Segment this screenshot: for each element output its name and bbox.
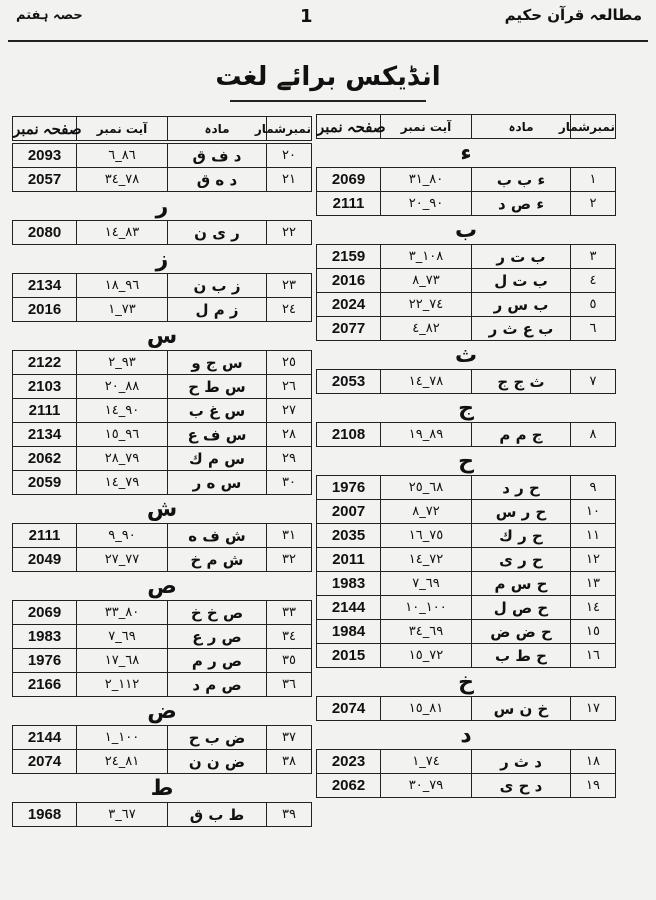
header-rule xyxy=(8,40,648,42)
entry-page: 1983 xyxy=(317,572,381,596)
entry-number: ٣٢ xyxy=(267,548,312,572)
entry-ayat: ٧٢_٨ xyxy=(381,500,472,524)
entry-page: 2134 xyxy=(13,423,77,447)
entry-ayat: ١١٢_٢ xyxy=(77,673,168,697)
index-column-right xyxy=(316,114,616,800)
entry-madda: ش م خ xyxy=(168,548,267,572)
index-table xyxy=(12,143,312,192)
entry-madda: ض ن ن xyxy=(168,750,267,774)
index-table xyxy=(316,244,616,341)
entry-number: ٣٨ xyxy=(267,750,312,774)
entry-ayat: ٨٣_١٤ xyxy=(77,221,168,245)
entry-ayat: ٧٤_٢٢ xyxy=(381,293,472,317)
entry-number: ٣٠ xyxy=(267,471,312,495)
table-row xyxy=(13,601,312,625)
letter-heading: ض xyxy=(147,699,177,724)
entry-number: ٨ xyxy=(571,423,616,447)
entry-number: ١٥ xyxy=(571,620,616,644)
entry-page: 2074 xyxy=(13,750,77,774)
letter-heading: ح xyxy=(458,449,474,474)
entry-madda: ص م د xyxy=(168,673,267,697)
entry-ayat: ٧٢_١٤ xyxy=(381,548,472,572)
entry-page: 2062 xyxy=(13,447,77,471)
entry-madda: ح ض ض xyxy=(472,620,571,644)
entry-madda: ح ر ى xyxy=(472,548,571,572)
entry-ayat: ٧٩_٢٨ xyxy=(77,447,168,471)
entry-page: 2103 xyxy=(13,375,77,399)
entry-madda: ء ب ب xyxy=(472,168,571,192)
entry-number: ١٤ xyxy=(571,596,616,620)
page-title: انڈیکس برائے لغت xyxy=(215,62,441,92)
entry-page: 2144 xyxy=(317,596,381,620)
entry-madda: ب ع ث ر xyxy=(472,317,571,341)
entry-page: 1976 xyxy=(13,649,77,673)
entry-page: 2035 xyxy=(317,524,381,548)
entry-page: 2016 xyxy=(317,269,381,293)
index-table xyxy=(316,422,616,447)
entry-page: 2166 xyxy=(13,673,77,697)
entry-page: 2074 xyxy=(317,697,381,721)
table-row xyxy=(13,649,312,673)
entry-number: ٣١ xyxy=(267,524,312,548)
table-row xyxy=(317,423,616,447)
entry-madda: س غ ب xyxy=(168,399,267,423)
table-row xyxy=(13,673,312,697)
entry-page: 2144 xyxy=(13,726,77,750)
index-table-header xyxy=(316,114,616,139)
header-num: نمبرشمار xyxy=(267,117,312,141)
letter-heading: ز xyxy=(155,247,169,272)
entry-madda: ح ر ك xyxy=(472,524,571,548)
entry-madda: س ف ع xyxy=(168,423,267,447)
entry-page: 2069 xyxy=(317,168,381,192)
table-row xyxy=(317,620,616,644)
letter-heading: ش xyxy=(146,497,178,522)
entry-number: ٣٣ xyxy=(267,601,312,625)
table-row xyxy=(13,447,312,471)
entry-number: ١٣ xyxy=(571,572,616,596)
entry-number: ٤ xyxy=(571,269,616,293)
entry-number: ٣٩ xyxy=(267,803,312,827)
entry-madda: ح س م xyxy=(472,572,571,596)
entry-number: ٧ xyxy=(571,370,616,394)
entry-number: ٣ xyxy=(571,245,616,269)
entry-madda: ح ر د xyxy=(472,476,571,500)
entry-ayat: ١٠٠_١ xyxy=(77,726,168,750)
table-row xyxy=(317,168,616,192)
table-row xyxy=(13,625,312,649)
entry-number: ٢٨ xyxy=(267,423,312,447)
index-table xyxy=(316,167,616,216)
table-row xyxy=(13,351,312,375)
letter-heading: خ xyxy=(458,670,474,695)
table-row xyxy=(317,192,616,216)
entry-ayat: ٦٩_٣٤ xyxy=(381,620,472,644)
entry-page: 2080 xyxy=(13,221,77,245)
entry-ayat: ٦٨_٢٥ xyxy=(381,476,472,500)
table-row xyxy=(13,726,312,750)
entry-ayat: ٧٩_٣٠ xyxy=(381,774,472,798)
entry-page: 2049 xyxy=(13,548,77,572)
entry-madda: س ط ح xyxy=(168,375,267,399)
letter-heading: ب xyxy=(454,218,478,243)
header-row xyxy=(13,117,312,141)
table-row xyxy=(317,317,616,341)
letter-heading: ء xyxy=(460,141,472,166)
entry-madda: خ ن س xyxy=(472,697,571,721)
table-row xyxy=(317,596,616,620)
entry-page: 2077 xyxy=(317,317,381,341)
table-row xyxy=(13,375,312,399)
entry-number: ٣٥ xyxy=(267,649,312,673)
letter-heading: ج xyxy=(458,396,474,421)
entry-ayat: ٨١_١٥ xyxy=(381,697,472,721)
entry-madda: ص ر م xyxy=(168,649,267,673)
entry-number: ١٩ xyxy=(571,774,616,798)
entry-page: 2093 xyxy=(13,144,77,168)
index-table xyxy=(12,600,312,697)
table-row xyxy=(13,274,312,298)
index-table xyxy=(12,802,312,827)
entry-page: 2011 xyxy=(317,548,381,572)
entry-number: ٢٩ xyxy=(267,447,312,471)
index-column-left xyxy=(12,116,312,829)
entry-ayat: ٦٨_١٧ xyxy=(77,649,168,673)
table-row xyxy=(317,245,616,269)
entry-madda: ب ت ر xyxy=(472,245,571,269)
entry-ayat: ١٠٠_١٠ xyxy=(381,596,472,620)
table-row xyxy=(317,500,616,524)
entry-ayat: ٩٠_٩ xyxy=(77,524,168,548)
entry-ayat: ٨٢_٤ xyxy=(381,317,472,341)
entry-number: ٢٥ xyxy=(267,351,312,375)
entry-ayat: ٩٠_٢٠ xyxy=(381,192,472,216)
table-row xyxy=(13,221,312,245)
entry-page: 2015 xyxy=(317,644,381,668)
entry-page: 2007 xyxy=(317,500,381,524)
entry-number: ١٢ xyxy=(571,548,616,572)
index-table xyxy=(316,369,616,394)
entry-madda: ح ط ب xyxy=(472,644,571,668)
header-ayat: آیت نمبر xyxy=(77,117,168,141)
section-label: حصہ ہفتم xyxy=(16,8,83,23)
table-row xyxy=(317,524,616,548)
entry-ayat: ٩٠_١٤ xyxy=(77,399,168,423)
entry-page: 2108 xyxy=(317,423,381,447)
table-row xyxy=(13,423,312,447)
entry-number: ٢٣ xyxy=(267,274,312,298)
entry-page: 2111 xyxy=(317,192,381,216)
entry-ayat: ٦٧_٣ xyxy=(77,803,168,827)
entry-ayat: ٦٩_٧ xyxy=(77,625,168,649)
letter-heading: ص xyxy=(147,574,177,599)
table-row xyxy=(317,697,616,721)
entry-number: ٢٢ xyxy=(267,221,312,245)
entry-ayat: ١٠٨_٣ xyxy=(381,245,472,269)
index-table xyxy=(12,350,312,495)
title-underline xyxy=(230,100,426,102)
entry-ayat: ٧٢_١٥ xyxy=(381,644,472,668)
table-row xyxy=(317,572,616,596)
entry-number: ٢٧ xyxy=(267,399,312,423)
entry-number: ١٧ xyxy=(571,697,616,721)
entry-madda: د ح ى xyxy=(472,774,571,798)
entry-number: ٣٤ xyxy=(267,625,312,649)
entry-madda: ص خ خ xyxy=(168,601,267,625)
entry-page: 1976 xyxy=(317,476,381,500)
entry-ayat: ٨٩_١٩ xyxy=(381,423,472,447)
table-row xyxy=(13,750,312,774)
entry-madda: ب س ر xyxy=(472,293,571,317)
entry-page: 2122 xyxy=(13,351,77,375)
entry-number: ٢٤ xyxy=(267,298,312,322)
entry-ayat: ٧٤_١ xyxy=(381,750,472,774)
header-page: صفحہ نمبر xyxy=(317,115,381,139)
entry-ayat: ٧٧_٢٧ xyxy=(77,548,168,572)
entry-madda: د ه ق xyxy=(168,168,267,192)
table-row xyxy=(13,803,312,827)
table-row xyxy=(13,524,312,548)
entry-madda: س ه ر xyxy=(168,471,267,495)
letter-heading: ر xyxy=(155,194,169,219)
table-row xyxy=(13,144,312,168)
entry-page: 2059 xyxy=(13,471,77,495)
table-row xyxy=(317,476,616,500)
table-row xyxy=(317,774,616,798)
table-row xyxy=(13,168,312,192)
entry-page: 2057 xyxy=(13,168,77,192)
entry-number: ٢ xyxy=(571,192,616,216)
entry-madda: ص ر ع xyxy=(168,625,267,649)
entry-ayat: ٧٩_١٤ xyxy=(77,471,168,495)
entry-ayat: ٨١_٢٤ xyxy=(77,750,168,774)
entry-ayat: ٨٨_٢٠ xyxy=(77,375,168,399)
entry-madda: ث ج ج xyxy=(472,370,571,394)
entry-ayat: ٩٦_١٥ xyxy=(77,423,168,447)
header-row xyxy=(317,115,616,139)
index-table-header xyxy=(12,116,312,141)
entry-page: 2024 xyxy=(317,293,381,317)
entry-madda: ط ب ق xyxy=(168,803,267,827)
entry-madda: ح ر س xyxy=(472,500,571,524)
index-table xyxy=(316,696,616,721)
header-num: نمبرشمار xyxy=(571,115,616,139)
entry-ayat: ٧٨_١٤ xyxy=(381,370,472,394)
entry-page: 2111 xyxy=(13,399,77,423)
entry-page: 1968 xyxy=(13,803,77,827)
entry-madda: د ف ق xyxy=(168,144,267,168)
entry-ayat: ٦٩_٧ xyxy=(381,572,472,596)
index-table xyxy=(12,220,312,245)
header-madda: مادہ xyxy=(472,115,571,139)
header-madda: مادہ xyxy=(168,117,267,141)
table-row xyxy=(13,548,312,572)
entry-ayat: ٧٣_٨ xyxy=(381,269,472,293)
entry-page: 2159 xyxy=(317,245,381,269)
entry-madda: د ث ر xyxy=(472,750,571,774)
entry-number: ١١ xyxy=(571,524,616,548)
header-ayat: آیت نمبر xyxy=(381,115,472,139)
entry-madda: ش ف ه xyxy=(168,524,267,548)
entry-page: 1983 xyxy=(13,625,77,649)
entry-madda: ر ى ن xyxy=(168,221,267,245)
entry-page: 2023 xyxy=(317,750,381,774)
table-row xyxy=(317,750,616,774)
entry-number: ١ xyxy=(571,168,616,192)
entry-ayat: ٨٠_٣٣ xyxy=(77,601,168,625)
letter-heading: ط xyxy=(150,776,174,801)
entry-page: 2111 xyxy=(13,524,77,548)
table-row xyxy=(317,548,616,572)
entry-madda: ء ص د xyxy=(472,192,571,216)
table-row xyxy=(13,399,312,423)
entry-number: ٦ xyxy=(571,317,616,341)
entry-madda: ح ص ل xyxy=(472,596,571,620)
entry-number: ٥ xyxy=(571,293,616,317)
table-row xyxy=(13,471,312,495)
entry-ayat: ٧٨_٣٤ xyxy=(77,168,168,192)
entry-number: ١٦ xyxy=(571,644,616,668)
page-number: 1 xyxy=(300,6,313,27)
entry-number: ٣٦ xyxy=(267,673,312,697)
letter-heading: د xyxy=(460,723,472,748)
index-table xyxy=(316,475,616,668)
entry-page: 2016 xyxy=(13,298,77,322)
table-row xyxy=(13,298,312,322)
book-title: مطالعہ قرآن حکیم xyxy=(504,6,642,24)
entry-number: ١٠ xyxy=(571,500,616,524)
entry-madda: ز م ل xyxy=(168,298,267,322)
entry-ayat: ٧٣_١ xyxy=(77,298,168,322)
header-page: صفحہ نمبر xyxy=(13,117,77,141)
letter-heading: س xyxy=(146,324,178,349)
entry-number: ٢٦ xyxy=(267,375,312,399)
entry-number: ٢١ xyxy=(267,168,312,192)
table-row xyxy=(317,269,616,293)
entry-ayat: ٩٦_١٨ xyxy=(77,274,168,298)
entry-madda: ب ت ل xyxy=(472,269,571,293)
entry-page: 2062 xyxy=(317,774,381,798)
index-table xyxy=(12,725,312,774)
entry-number: ٩ xyxy=(571,476,616,500)
entry-page: 2069 xyxy=(13,601,77,625)
entry-page: 2134 xyxy=(13,274,77,298)
entry-ayat: ٨٠_٣١ xyxy=(381,168,472,192)
entry-madda: ج م م xyxy=(472,423,571,447)
entry-page: 2053 xyxy=(317,370,381,394)
index-table xyxy=(316,749,616,798)
entry-page: 1984 xyxy=(317,620,381,644)
entry-madda: س ج و xyxy=(168,351,267,375)
table-row xyxy=(317,644,616,668)
index-table xyxy=(12,273,312,322)
table-row xyxy=(317,293,616,317)
entry-madda: س م ك xyxy=(168,447,267,471)
entry-number: ١٨ xyxy=(571,750,616,774)
entry-ayat: ٧٥_١٦ xyxy=(381,524,472,548)
entry-number: ٣٧ xyxy=(267,726,312,750)
entry-ayat: ٩٣_٢ xyxy=(77,351,168,375)
entry-madda: ز ب ن xyxy=(168,274,267,298)
entry-madda: ض ب ح xyxy=(168,726,267,750)
letter-heading: ث xyxy=(454,343,478,368)
entry-ayat: ٨٦_٦ xyxy=(77,144,168,168)
table-row xyxy=(317,370,616,394)
index-table xyxy=(12,523,312,572)
entry-number: ٢٠ xyxy=(267,144,312,168)
